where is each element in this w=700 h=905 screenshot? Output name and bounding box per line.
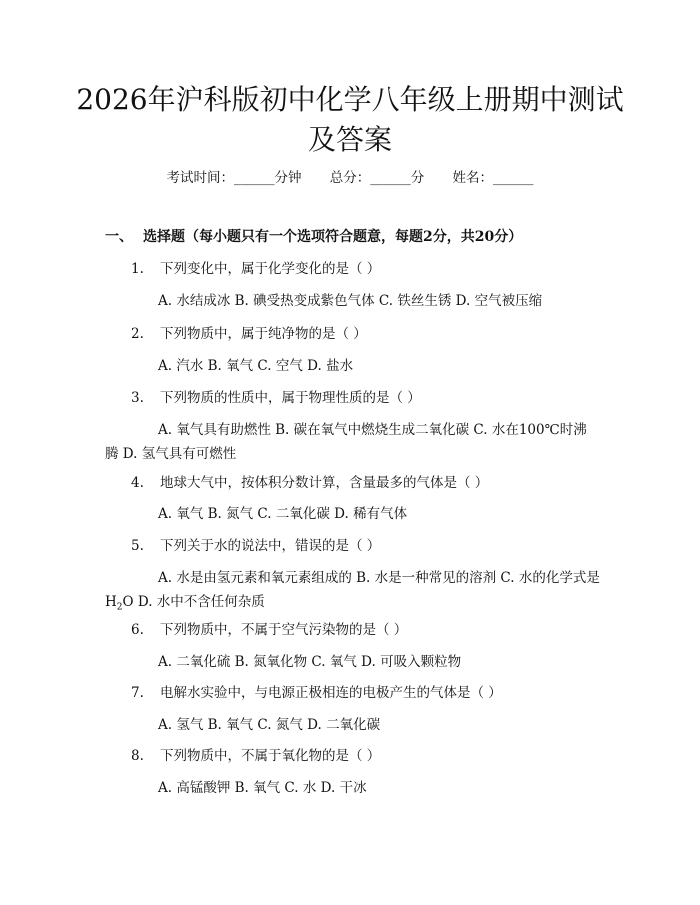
water-formula-subscript: 2 [116, 602, 123, 613]
title-line-1: 2026年沪科版初中化学八年级上册期中测试 [76, 83, 624, 116]
question-number: 6. [131, 622, 144, 638]
question-text: 电解水实验中，与电源正极相连的电极产生的气体是（ ） [160, 685, 502, 701]
question-number: 1. [131, 261, 144, 277]
question-number: 4. [131, 475, 144, 491]
question-text: 下列变化中，属于化学变化的是（ ） [160, 261, 381, 277]
question-8-options: A. 高锰酸钾 B. 氧气 C. 水 D. 干冰 [158, 780, 367, 796]
question-number: 3. [131, 390, 144, 406]
question-number: 2. [131, 326, 144, 342]
exam-title [60, 80, 640, 160]
question-text: 下列物质中，属于纯净物的是（ ） [160, 326, 367, 342]
question-6-options: A. 二氧化硫 B. 氮氧化物 C. 氧气 D. 可吸入颗粒物 [158, 654, 462, 670]
question-5-options-part-a: A. 水是由氢元素和氧元素组成的 B. 水是一种常见的溶剂 C. 水的化学式是H [105, 570, 600, 610]
question-4-options: A. 氧气 B. 氮气 C. 二氧化碳 D. 稀有气体 [158, 506, 408, 522]
question-number: 7. [131, 685, 144, 701]
exam-info-line [0, 168, 700, 188]
question-7-options: A. 氢气 B. 氧气 C. 氮气 D. 二氧化碳 [158, 717, 381, 733]
section-heading [105, 226, 522, 248]
section-label: 选择题（每小题只有一个选项符合题意，每题2分，共20分） [143, 229, 523, 245]
question-number: 8. [131, 748, 144, 764]
question-1-options: A. 水结成冰 B. 碘受热变成紫色气体 C. 铁丝生锈 D. 空气被压缩 [158, 293, 543, 309]
question-text: 下列物质的性质中，属于物理性质的是（ ） [160, 390, 421, 406]
question-5-options [105, 566, 600, 620]
total-score-field: 总分：______分 [329, 170, 425, 186]
section-number: 一、 [105, 229, 133, 245]
question-number: 5. [131, 538, 144, 554]
question-text: 下列关于水的说法中，错误的是（ ） [160, 538, 381, 554]
title-line-2: 及答案 [307, 123, 392, 156]
exam-time-field: 考试时间：______分钟 [166, 170, 302, 186]
question-text: 地球大气中，按体积分数计算，含量最多的气体是（ ） [160, 475, 489, 491]
question-text: 下列物质中，不属于氧化物的是（ ） [160, 748, 381, 764]
question-2-options: A. 汽水 B. 氧气 C. 空气 D. 盐水 [158, 358, 354, 374]
question-5-options-part-b: O D. 水中不含任何杂质 [122, 594, 265, 610]
question-text: 下列物质中，不属于空气污染物的是（ ） [160, 622, 408, 638]
student-name-field: 姓名：______ [452, 170, 534, 186]
question-3-options: A. 氧气具有助燃性 B. 碳在氧气中燃烧生成二氧化碳 C. 水在100℃时沸腾 D. 氢气具有可燃性 [105, 422, 587, 462]
